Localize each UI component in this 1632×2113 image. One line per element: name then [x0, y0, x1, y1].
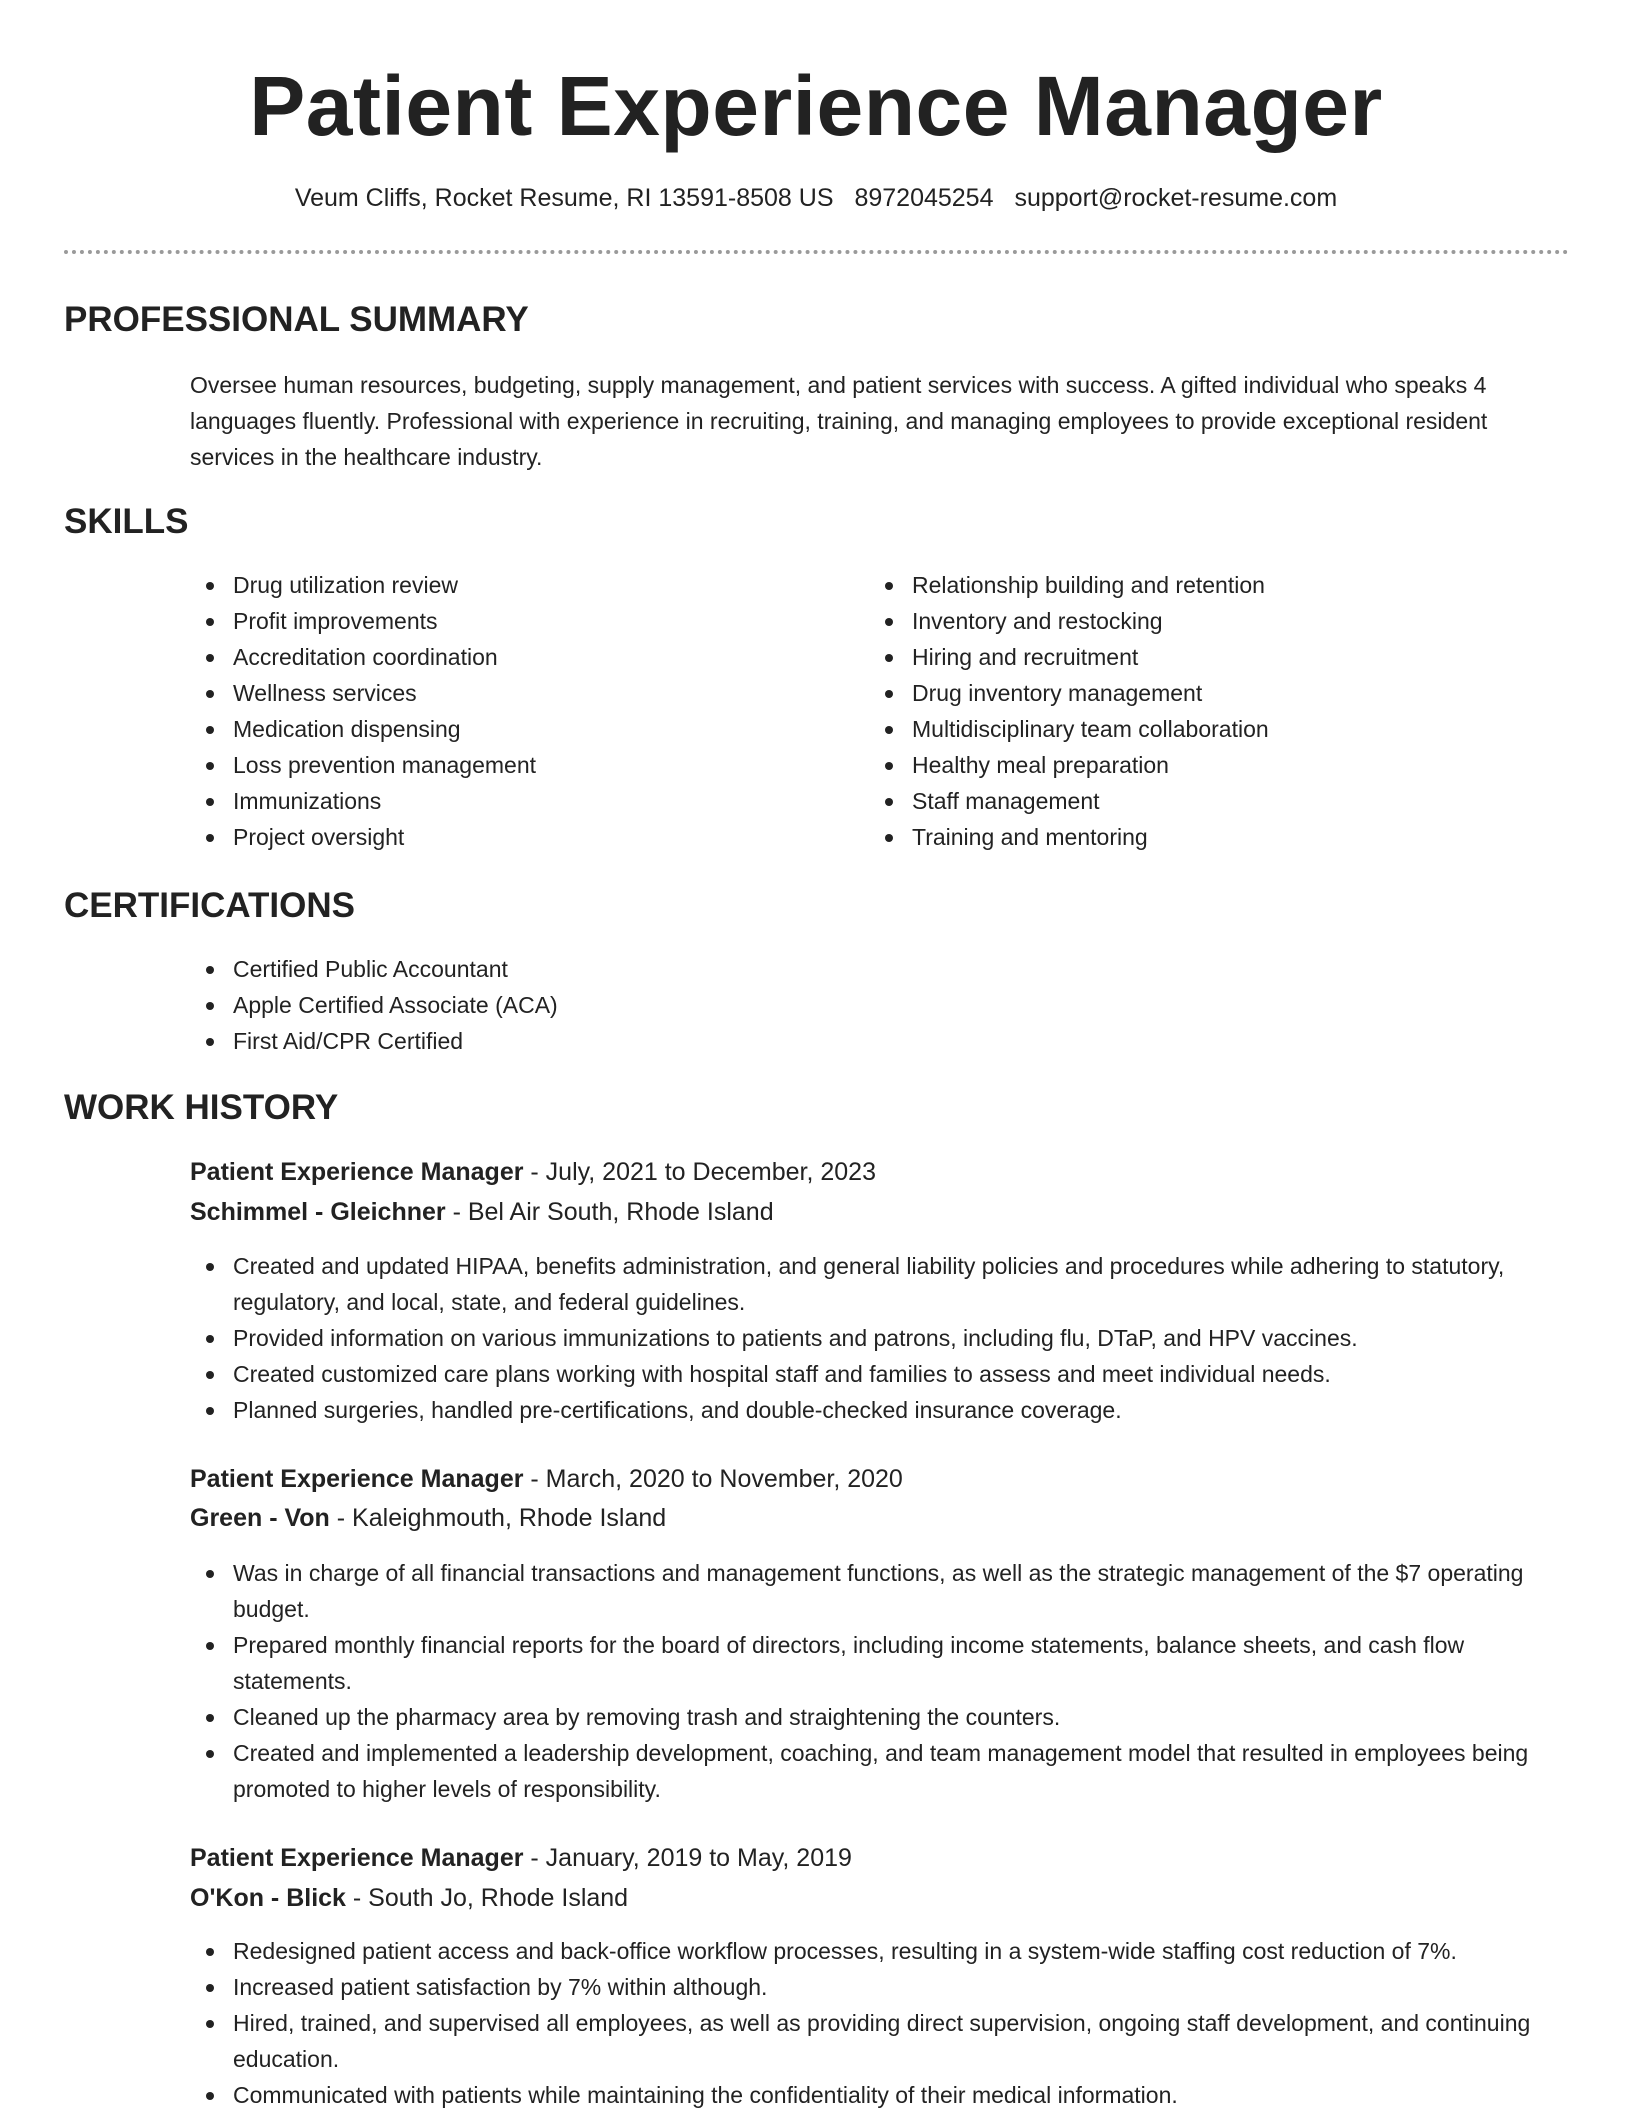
job-role: Patient Experience Manager — [190, 1465, 524, 1493]
job-bullet: Prepared monthly financial reports for the board of directors, including income statements, balance sheets, and cash flow statements. — [190, 1627, 1570, 1699]
skill-item: Relationship building and retention — [869, 567, 1569, 603]
job-company-line — [190, 1882, 628, 1914]
skill-item: Healthy meal preparation — [869, 747, 1569, 783]
job-bullet: Provided information on various immunizations to patients and patrons, including flu, DTaP, and HPV vaccines. — [190, 1320, 1570, 1356]
skills-list-right — [869, 567, 1569, 855]
contact-email: support@rocket-resume.com — [1014, 184, 1338, 212]
section-title-summary: PROFESSIONAL SUMMARY — [64, 300, 529, 339]
job-bullet: Created and updated HIPAA, benefits administration, and general liability policies and procedures while adhering to statutory, regulatory, and local, state, and federal guidelines. — [190, 1248, 1570, 1320]
job-company: O'Kon - Blick — [190, 1884, 346, 1912]
job-bullets — [190, 1933, 1570, 2113]
job-bullets — [190, 1555, 1570, 1807]
contact-address: Veum Cliffs, Rocket Resume, RI 13591-8508 US — [294, 184, 834, 212]
job-bullet: Redesigned patient access and back-office workflow processes, resulting in a system-wide staffing cost reduction of 7%. — [190, 1933, 1570, 1969]
job-location: - South Jo, Rhode Island — [345, 1884, 629, 1912]
job-dates: - January, 2019 to May, 2019 — [523, 1844, 852, 1872]
job-company-line — [190, 1502, 666, 1534]
job-bullet: Planned surgeries, handled pre-certifications, and double-checked insurance coverage. — [190, 1392, 1570, 1428]
job-location: - Bel Air South, Rhode Island — [445, 1198, 774, 1226]
job-title-line — [190, 1463, 903, 1495]
skill-item: Wellness services — [190, 675, 830, 711]
job-bullet: Increased patient satisfaction by 7% within although. — [190, 1969, 1570, 2005]
job-bullet: Cleaned up the pharmacy area by removing trash and straightening the counters. — [190, 1699, 1570, 1735]
job-bullets — [190, 1248, 1570, 1428]
header-divider — [64, 250, 1569, 254]
job-bullet: Created and implemented a leadership development, coaching, and team management model that resulted in employees being promoted to higher levels of responsibility. — [190, 1735, 1570, 1807]
job-dates: - March, 2020 to November, 2020 — [523, 1465, 903, 1493]
skill-item: Drug inventory management — [869, 675, 1569, 711]
section-title-certifications: CERTIFICATIONS — [64, 886, 356, 925]
skill-item: Inventory and restocking — [869, 603, 1569, 639]
skill-item: Training and mentoring — [869, 819, 1569, 855]
certifications-list — [190, 951, 1570, 1059]
job-bullet: Hired, trained, and supervised all employees, as well as providing direct supervision, ongoing staff development, and continuing education. — [190, 2005, 1570, 2077]
section-title-skills: SKILLS — [64, 502, 189, 541]
job-bullet: Created customized care plans working with hospital staff and families to assess and meet individual needs. — [190, 1356, 1570, 1392]
summary-text: Oversee human resources, budgeting, supply management, and patient services with success. A gifted individual who speaks 4 languages fluently. Professional with experience in recruiting, training, and managing employees to provide exceptional resident services in the healthcare industry. — [190, 372, 1488, 470]
job-location: - Kaleighmouth, Rhode Island — [329, 1504, 667, 1532]
skill-item: Staff management — [869, 783, 1569, 819]
skill-item: Immunizations — [190, 783, 830, 819]
skill-item: Profit improvements — [190, 603, 830, 639]
resume-name: Patient Experience Manager — [249, 59, 1383, 153]
skill-item: Multidisciplinary team collaboration — [869, 711, 1569, 747]
skill-item: Project oversight — [190, 819, 830, 855]
skill-item: Accreditation coordination — [190, 639, 830, 675]
certification-item: Certified Public Accountant — [190, 951, 1570, 987]
job-title-line — [190, 1156, 876, 1188]
skill-item: Loss prevention management — [190, 747, 830, 783]
skill-item: Medication dispensing — [190, 711, 830, 747]
skill-item: Hiring and recruitment — [869, 639, 1569, 675]
job-dates: - July, 2021 to December, 2023 — [523, 1158, 876, 1186]
job-bullet: Communicated with patients while maintaining the confidentiality of their medical information. — [190, 2077, 1570, 2113]
skills-list-left — [190, 567, 830, 855]
job-company-line — [190, 1196, 774, 1228]
job-company: Green - Von — [190, 1504, 330, 1532]
section-title-work-history: WORK HISTORY — [64, 1088, 339, 1127]
certification-item: Apple Certified Associate (ACA) — [190, 987, 1570, 1023]
job-bullet: Was in charge of all financial transactions and management functions, as well as the strategic management of the $7 operating budget. — [190, 1555, 1570, 1627]
contact-phone: 8972045254 — [854, 184, 994, 212]
contact-line — [0, 182, 1632, 214]
job-role: Patient Experience Manager — [190, 1844, 524, 1872]
job-role: Patient Experience Manager — [190, 1158, 524, 1186]
job-company: Schimmel - Gleichner — [190, 1198, 446, 1226]
job-title-line — [190, 1842, 852, 1874]
skill-item: Drug utilization review — [190, 567, 830, 603]
certification-item: First Aid/CPR Certified — [190, 1023, 1570, 1059]
